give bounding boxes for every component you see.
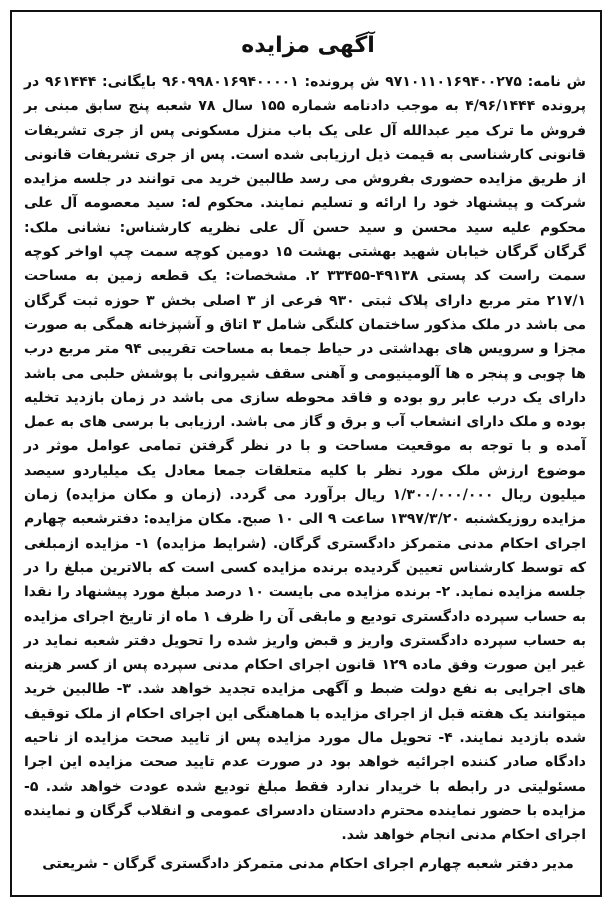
schedule-text: (زمان و مکان مزایده) زمان مزایده روزیکشنبه ۱۳۹۷/۳/۲۰ ساعت ۹ الی ۱۰ صبح. مکان مزایده: دفترشعبه چهارم اجرای احکام مدنی متمرکز دادگستری گرگان. (شرایط مزایده) bbox=[24, 487, 586, 552]
verdict-text: در پرونده ۴/۹۶/۱۴۴۴ به موجب دادنامه شماره ۱۵۵ سال ۷۸ شعبه پنج سابق مبنی بر فروش ما ترک میر عبدالله آل علی یک باب منزل مسکونی پس از جری تشریفات قانونی کارشناسی به قیمت ذیل ارزیابی شده است. پس از جری تشریفات قانونی از طریق مزایده حضوری بفروش می رسد طالبین خرید می توانند در جلسه مزایده شرکت و پیشنهاد خود را ارائه و تسلیم نمایند. bbox=[24, 74, 587, 212]
specifications-text: مشخصات: یک قطعه زمین به مساحت ۲۱۷/۱ متر مربع دارای پلاک ثبتی ۹۳۰ فرعی از ۳ اصلی بخش ۳ حوزه ثبت گرگان می باشد در ملک مذکور ساختمان کلنگی شامل ۳ اتاق و آشپزخانه همگی به صورت مجزا و سرویس های بهداشتی در حیاط جمعا به مساحت تقریبی ۹۴ متر مربع درب ها چوبی و پنجر ه ها آلومینیومی و آهنی سقف شیروانی با پوشش حلبی می باشد دارای یک درب عابر رو بوده و فاقد محوطه سازی می باشد در زمان بازدید تخلیه بوده و ملک دارای انشعاب آب و برق و گاز می باشد. ارزیابی با برسی های به عمل آمده و با توجه به موقعیت مساحت و با در نظر گرفتن تمامی عوامل موثر در موضوع ارزش ملک مورد نظر با کلیه متعلقات جمعا معادل یک میلیاردو سیصد میلیون ریال ۱/۳۰۰/۰۰۰/۰۰۰ ریال برآورد می گردد. bbox=[24, 268, 586, 504]
signature: مدیر دفتر شعبه چهارم اجرای احکام مدنی متمرکز دادگستری گرگان - شریعتی bbox=[42, 856, 574, 872]
conditions-text: ۱- مزایده ازمبلغی که توسط کارشناس تعیین گردیده برنده مزایده کسی است که بالاترین مبلغ را در جلسه مزایده نماید. ۲- برنده مزایده می بایست ۱۰ درصد مبلغ مورد پیشنهاد را نقدا به حساب سپرده دادگستری تودیع و مابقی آن را ظرف ۱ ماه از تاریخ اجرای مزایده به حساب سپرده دادگستری واریز و قبض واریز شده را تحویل دفتر شعبه نماید در غیر این صورت وفق ماده ۱۲۹ قانون اجرای احکام مدنی سپرده پس از کسر هزینه های اجرایی به نفع دولت ضبط و آگهی مزایده تجدید خواهد شد. ۳- طالبین خرید میتوانند یک هفته قبل از اجرای مزایده با هماهنگی این اجرای احکام از ملک توقیف شده بازدید نمایند. ۴- تحویل مال مورد مزایده پس از تایید صحت مزایده از ناحیه دادگاه صادر کننده اجرائیه خواهد بود در صورت عدم تایید صحت مزایده این اجرا مسئولیتی در رابطه با خریدار ندارد فقط مبلغ تودیع شده عودت خواهد شد. ۵- مزایده با حضور نماینده محترم دادستان دادسرای عمومی و انقلاب گرگان و نماینده اجرای احکام مدنی انجام خواهد شد. bbox=[24, 535, 587, 844]
notice-frame bbox=[10, 10, 602, 897]
parties-text: محکوم له: سید معصومه آل علی محکوم علیه سید محسن و سید حسن آل علی نظریه کارشناس: نشانی ملک: گرگان گرگان خیابان شهید بهشتی بهشت ۱۵ دومین کوچه سمت چپ اواخر کوچه سمت راست کد پستی ۴۹۱۳۸-۳۳۴۵۵ ۲. bbox=[24, 195, 587, 285]
notice-body bbox=[24, 70, 586, 848]
notice-title: آگهی مزایده bbox=[241, 33, 375, 58]
case-numbers: ش نامه: ۹۷۱۰۱۱۰۱۶۹۴۰۰۲۷۵ ش پرونده: ۹۶۰۹۹۸۰۱۶۹۴۰۰۰۰۱ بایگانی: ۹۶۱۴۴۴ bbox=[39, 74, 587, 90]
